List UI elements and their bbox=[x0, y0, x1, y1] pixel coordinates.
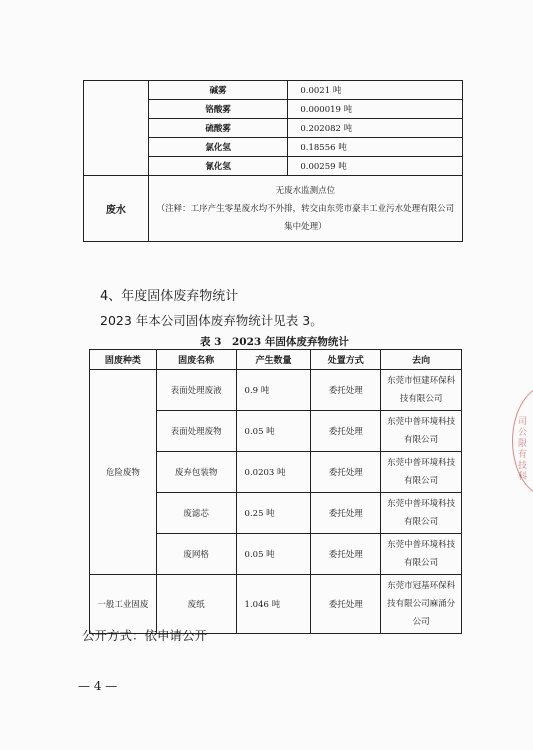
waste-quantity: 0.0203 吨 bbox=[236, 452, 311, 493]
waste-quantity: 0.25 吨 bbox=[236, 493, 311, 534]
waste-name: 表面处理废物 bbox=[156, 411, 236, 452]
header-cell: 产生数量 bbox=[236, 350, 311, 370]
intro-paragraph: 2023 年本公司固体废弃物统计见表 3。 bbox=[100, 313, 323, 328]
disposal-method: 委托处理 bbox=[311, 534, 381, 575]
table-header-row bbox=[90, 350, 462, 370]
pollutant-amount: 0.000019 吨 bbox=[288, 100, 463, 119]
company-seal bbox=[512, 385, 533, 497]
wastewater-note-line2: （注释：工序产生零星废水均不外排，转交由东莞市豪丰工业污水处理有限公司集中处理） bbox=[156, 203, 455, 232]
destination: 东莞中普环境科技有限公司 bbox=[381, 411, 462, 452]
pollutant-amount: 0.18556 吨 bbox=[288, 138, 463, 157]
seal-text: 司公限有技科 bbox=[516, 416, 526, 482]
disposal-method: 委托处理 bbox=[311, 411, 381, 452]
page-number: — 4 — bbox=[78, 679, 118, 693]
header-cell: 固废种类 bbox=[90, 350, 157, 370]
waste-name: 废纸 bbox=[156, 575, 236, 634]
waste-quantity: 0.9 吨 bbox=[236, 370, 311, 411]
destination: 东莞中普环境科技有限公司 bbox=[381, 493, 462, 534]
wastewater-label: 废水 bbox=[84, 176, 149, 242]
destination: 东莞市恒建环保科技有限公司 bbox=[381, 370, 462, 411]
emissions-category-cell bbox=[84, 81, 149, 176]
solid-waste-table bbox=[89, 349, 462, 634]
disposal-method: 委托处理 bbox=[311, 452, 381, 493]
waste-name: 表面处理废液 bbox=[156, 370, 236, 411]
wastewater-note bbox=[148, 176, 462, 242]
disclosure-method: 公开方式：依申请公开 bbox=[82, 628, 208, 643]
header-cell: 去向 bbox=[381, 350, 462, 370]
pollutant-amount: 0.0021 吨 bbox=[288, 81, 463, 100]
disposal-method: 委托处理 bbox=[311, 575, 381, 634]
waste-quantity: 0.05 吨 bbox=[236, 534, 311, 575]
disposal-method: 委托处理 bbox=[311, 370, 381, 411]
table-caption: 表 3 2023 年固体废弃物统计 bbox=[200, 336, 349, 348]
waste-name: 废滤芯 bbox=[156, 493, 236, 534]
destination: 东莞市冠基环保科技有限公司麻涌分公司 bbox=[381, 575, 462, 634]
waste-name: 废弃包装物 bbox=[156, 452, 236, 493]
emissions-table bbox=[83, 80, 463, 242]
header-cell: 处置方式 bbox=[311, 350, 381, 370]
table-row bbox=[90, 370, 462, 411]
pollutant-name: 氰化氢 bbox=[148, 157, 288, 176]
destination: 东莞中普环境科技有限公司 bbox=[381, 534, 462, 575]
category-cell: 一般工业固废 bbox=[90, 575, 157, 634]
header-cell: 固废名称 bbox=[156, 350, 236, 370]
pollutant-name: 硫酸雾 bbox=[148, 119, 288, 138]
wastewater-note-line1: 无废水监测点位 bbox=[275, 185, 336, 196]
category-cell: 危险废物 bbox=[90, 370, 157, 575]
disposal-method: 委托处理 bbox=[311, 493, 381, 534]
pollutant-name: 碱雾 bbox=[148, 81, 288, 100]
pollutant-name: 铬酸雾 bbox=[148, 100, 288, 119]
table-row bbox=[90, 575, 462, 634]
section-heading: 4、年度固体废弃物统计 bbox=[100, 289, 239, 304]
pollutant-amount: 0.202082 吨 bbox=[288, 119, 463, 138]
waste-quantity: 1.046 吨 bbox=[236, 575, 311, 634]
destination: 东莞中普环境科技有限公司 bbox=[381, 452, 462, 493]
waste-quantity: 0.05 吨 bbox=[236, 411, 311, 452]
pollutant-amount: 0.00259 吨 bbox=[288, 157, 463, 176]
waste-name: 废网格 bbox=[156, 534, 236, 575]
pollutant-name: 氯化氢 bbox=[148, 138, 288, 157]
